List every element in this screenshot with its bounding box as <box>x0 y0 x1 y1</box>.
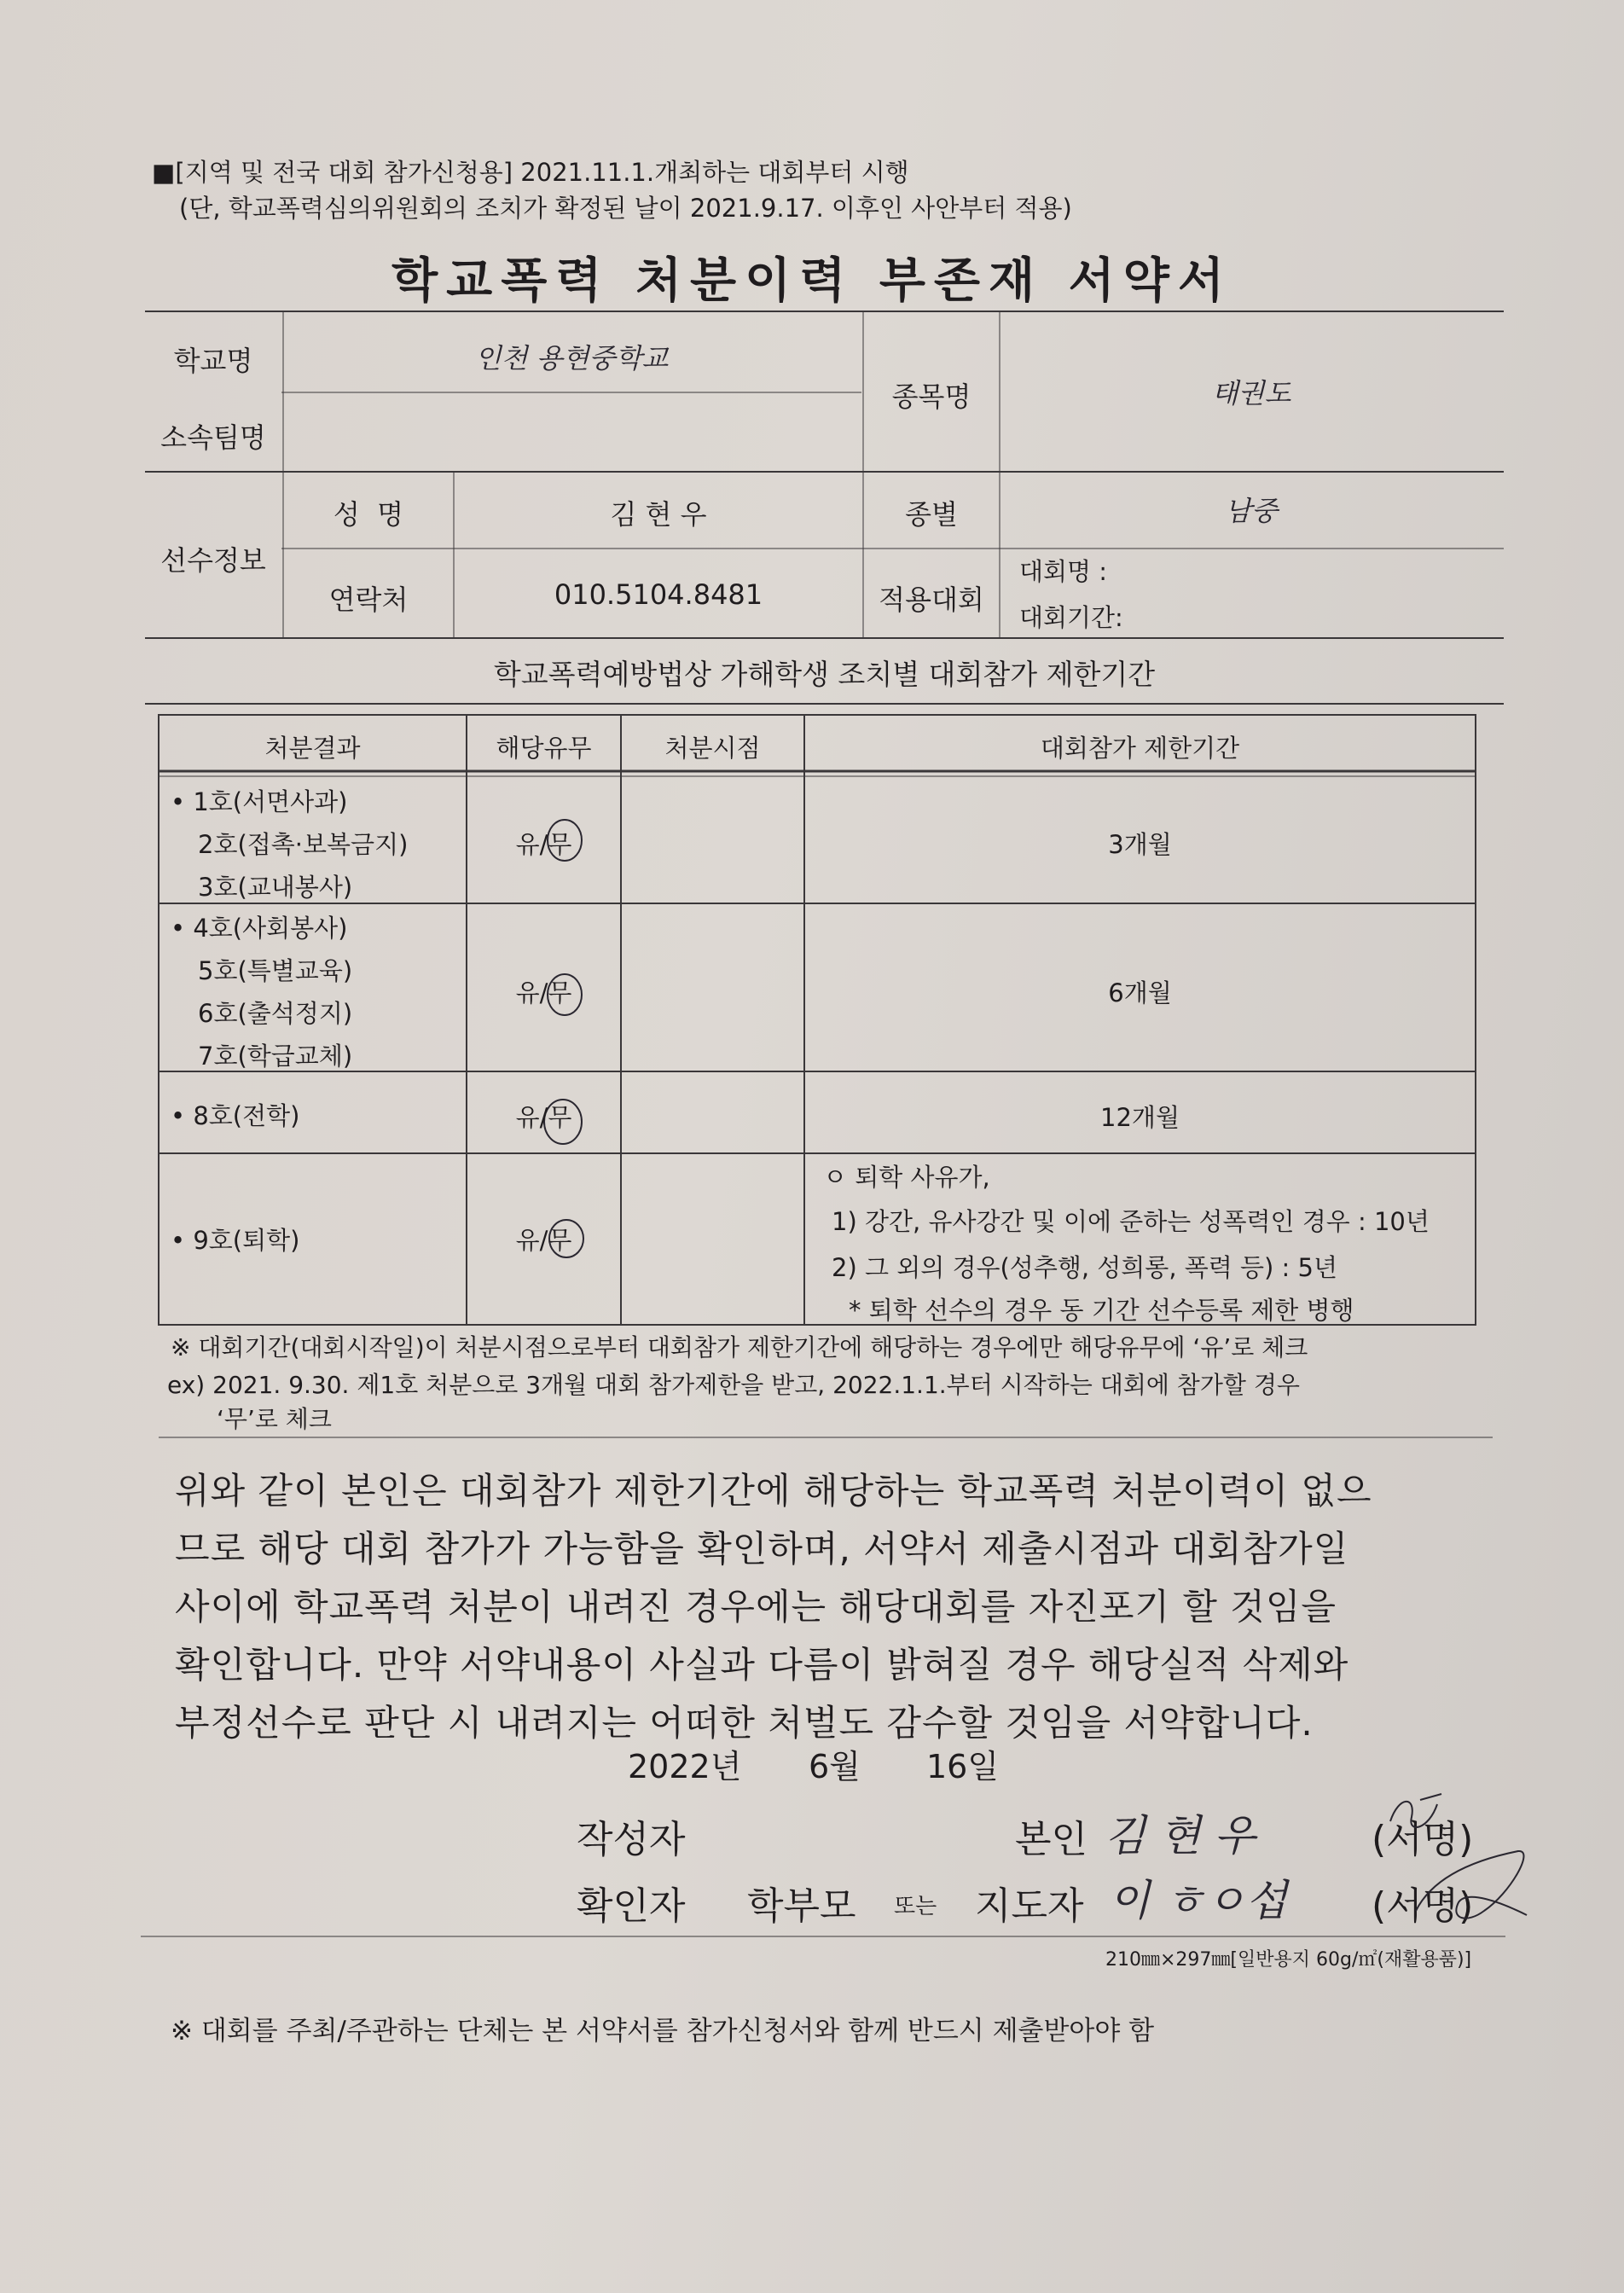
contact-label: 연락처 <box>328 583 409 616</box>
category-value: 남중 <box>1225 495 1278 527</box>
table-row-4-period-line-3: 2) 그 외의 경우(성추행, 성희롱, 폭력 등) : 5년 <box>832 1253 1338 1282</box>
table-row-2-measure: 7호(학급교체) <box>198 1042 353 1071</box>
table-row-2-measure: • 4호(사회봉사) <box>171 914 348 943</box>
table-row-3-measure: • 8호(전학) <box>171 1101 300 1130</box>
table-row-4-period-line-2: 1) 강간, 유사강간 및 이에 준하는 성폭력인 경우 : 10년 <box>832 1207 1430 1236</box>
table-row-2-measure: 6호(출석정지) <box>198 999 353 1028</box>
table-row-1-measure: 3호(교내봉사) <box>198 873 353 902</box>
document-title: 학교폭력 처분이력 부존재 서약서 <box>392 253 1232 309</box>
competition-name-label: 대회명 : <box>1019 557 1108 586</box>
signature-mark-1 <box>1382 1787 1450 1847</box>
school-value: 인천 용현중학교 <box>474 342 669 374</box>
table-row-3-applicable: 유/무 <box>515 1103 572 1132</box>
pledge-line-1: 위와 같이 본인은 대회참가 제한기간에 해당하는 학교폭력 처분이력이 없으 <box>175 1470 1372 1512</box>
table-row-1-period: 3개월 <box>1108 830 1172 859</box>
notice-line-1: ■[지역 및 전국 대회 참가신청용] 2021.11.1.개최하는 대회부터 시행 <box>152 158 909 187</box>
table-header-point: 처분시점 <box>664 734 761 763</box>
event-label: 종목명 <box>891 380 972 413</box>
coach-sign-label: (서명) <box>1372 1884 1474 1928</box>
table-header-applicable: 해당유무 <box>496 734 592 763</box>
table-row-4-measure: • 9호(퇴학) <box>171 1226 300 1255</box>
pledge-line-4: 확인합니다. 만약 서약내용이 사실과 다름이 밝혀질 경우 해당실적 삭제와 <box>175 1644 1349 1686</box>
self-name: 김 현 우 <box>1105 1811 1256 1861</box>
contact-value: 010.5104.8481 <box>554 578 763 611</box>
footer-note: ※ 대회를 주최/주관하는 단체는 본 서약서를 참가신청서와 함께 반드시 제출받아야 함 <box>171 2016 1155 2046</box>
team-label: 소속팀명 <box>160 421 266 454</box>
self-label: 본인 <box>1015 1818 1088 1861</box>
table-header-period: 대회참가 제한기간 <box>1040 734 1240 763</box>
confirmer-label: 확인자 <box>577 1884 686 1928</box>
writer-label: 작성자 <box>577 1818 686 1861</box>
parent-label: 학부모 <box>747 1884 856 1928</box>
competition-label: 적용대회 <box>879 583 984 616</box>
table-row-1-applicable: 유/무 <box>515 830 572 859</box>
coach-label: 지도자 <box>975 1884 1084 1928</box>
player-info-label: 선수정보 <box>160 544 266 577</box>
pledge-line-3: 사이에 학교폭력 처분이 내려진 경우에는 해당대회를 자진포기 할 것임을 <box>175 1586 1337 1628</box>
table-row-2-applicable: 유/무 <box>515 978 572 1007</box>
table-row-1-measure: 2호(접촉·보복금지) <box>198 830 409 859</box>
table-row-2-measure: 5호(특별교육) <box>198 956 353 985</box>
self-sign-label: (서명) <box>1372 1818 1474 1861</box>
category-label: 종별 <box>905 498 958 531</box>
note-3: ‘무’로 체크 <box>217 1405 332 1433</box>
table-row-1-measure: • 1호(서면사과) <box>171 787 348 816</box>
paper-spec: 210㎜×297㎜[일반용지 60g/㎡(재활용품)] <box>1105 1949 1472 1971</box>
pledge-line-2: 므로 해당 대회 참가가 가능함을 확인하며, 서약서 제출시점과 대회참가일 <box>175 1528 1349 1570</box>
table-row-4-period-line-4: * 퇴학 선수의 경우 동 기간 선수등록 제한 병행 <box>849 1296 1354 1325</box>
school-label: 학교명 <box>173 345 253 377</box>
date-month: 6월 <box>809 1748 861 1785</box>
notice-line-2: (단, 학교폭력심의위원회의 조치가 확정된 날이 2021.9.17. 이후인 사안부터 적용) <box>179 194 1072 223</box>
event-value: 태권도 <box>1211 377 1291 409</box>
table-row-2-period: 6개월 <box>1108 978 1172 1007</box>
signature-mark-2 <box>1399 1843 1544 1936</box>
table-row-4-applicable: 유/무 <box>515 1226 572 1255</box>
competition-period-label: 대회기간: <box>1019 603 1123 632</box>
coach-name: 이 ㅎㅇ섭 <box>1109 1876 1288 1925</box>
name-label: 성 명 <box>333 498 404 531</box>
section-title: 학교폭력예방법상 가해학생 조치별 대회참가 제한기간 <box>493 658 1156 691</box>
table-row-3-period: 12개월 <box>1100 1103 1180 1132</box>
table-header-measure: 처분결과 <box>264 734 361 763</box>
date-day: 16일 <box>926 1748 1000 1785</box>
table-row-4-period-line-1: ㅇ 퇴학 사유가, <box>823 1163 990 1192</box>
pledge-line-5: 부정선수로 판단 시 내려지는 어떠한 처벌도 감수할 것임을 서약합니다. <box>175 1702 1314 1744</box>
note-1: ※ 대회기간(대회시작일)이 처분시점으로부터 대회참가 제한기간에 해당하는 경우에만 해당유무에 ‘유’로 체크 <box>171 1333 1308 1361</box>
name-value: 김 현 우 <box>610 498 707 531</box>
date-year: 2022년 <box>628 1748 742 1785</box>
or-label: 또는 <box>894 1894 937 1919</box>
note-2: ex) 2021. 9.30. 제1호 처분으로 3개월 대회 참가제한을 받고, 2022.1.1.부터 시작하는 대회에 참가할 경우 <box>167 1371 1300 1399</box>
